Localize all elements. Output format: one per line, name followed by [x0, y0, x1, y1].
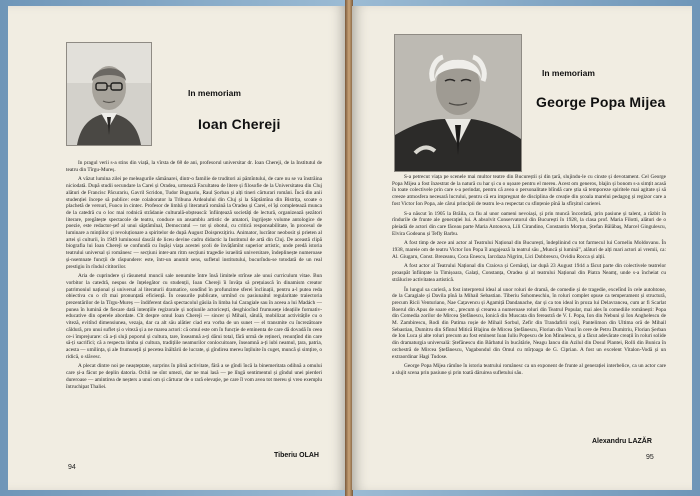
- paragraph: S-a născut în 1905 la Brăila, ca fiu al unor oameni nevoiași, și prin muncă încordată, prin pasiune și talent, a răzbit în rîndurile de frunte ale generației lui. A absolvit Conservatorul din București în 1928, la clasa prof. Maria Filotti, alături de o pleiadă de actori din care făceau parte Maria Antonova, Lili Cirandino, Constantin Morțun, Ștefan Bălăbaș, Marcel Gingulescu, Elvira Godeanu și Tefly Barbu.: [392, 210, 666, 237]
- paragraph: S-a petrecut viața pe scenele mai multor teatre din Bucureștii și din țară, slujindu-le cu cinste și devotament. Cel George Popa Mijea a fost înzestrat de la natură cu har și cu o ușoare pentru el mereu. Acest om generos, blajin și bonom s-a simțit acasă în toate colectivele prin care s-a perindat, pentru că avea o personalitate blîndă care știa să temporeze spiritele mai agitate și să creeze atmosfera necesară lucrului, pentru că era impregnat de disciplina de creație din școala marelui pedagog și regizor care a fost Victor Ion Popa, ale cărui principii de teatru le-a respectat cu sfințenie pînă la sfîrșitul carierei.: [392, 174, 666, 207]
- right-page: [352, 6, 692, 490]
- paragraph: A fost timp de zece ani actor al Teatrului Național din București, îndeplinind cu tot farmecul lui Corneliu Moldovanu. În 1938, mareie om de teatru Victor Ion Popa îl angajează la teatrul său „Muncă și lumină”, alături de alți mari actori ai vremii, ca: Al. Giugaru, Const. Brezeanu, Coca Enescu, Iarcdaza Nigrim, Lici Dobbrescu, Ovidiu Rocca și alții.: [392, 240, 666, 260]
- page-number: 95: [646, 454, 654, 461]
- portrait-photo-george-popa-mijea: [394, 34, 522, 172]
- article-body: [66, 160, 322, 440]
- portrait-photo-ioan-chereji: [66, 42, 152, 146]
- article-body: [392, 174, 666, 436]
- paragraph: George Popa Mijea rămîne în istoria teatrului românesc ca un exponent de frunte al generației interbelice, ca un actor care a slujit scena prin pasiune și prin toată dăruirea sufletului său.: [392, 363, 666, 376]
- person-name-title: Ioan Chereji: [198, 116, 281, 132]
- portrait-image: [67, 43, 151, 145]
- paragraph: În lungul sa carieră, a fost interpretul ideal al unor roluri de dramă, de comedie și de tragedie, excelînd în cele autohtone, de la Caragiale și Davila pînă la Mihail Sebastian. Tiberiu Sohomeschiu, în roluri complet opuse ca temperament și structură, precum Ricii Venturiano, Nae Cațavencu și Agamiță Dandanache, dar și ca ton ideal în proza lui Delavrancea, cum ar fi Scarlat Boerul din Apus de soare etc., precum și crearea a numeroase roluri din Teatrul Popular, mai ales în comediile românești: Popa din Comedia zorilor de Mircea Ștefănescu, Ionică din Muscata din fereastră de V. I. Popa, Ion din Nebuni și Ion Anghelescu de M. Zambirescu, Rodi din Patima roșie de Mihail Sorbul, Zefir din Trandafirii roșii, Pantelimon din Ultima oră de Mihail Sebastian, Dumitru din Sfîntul Mitică Blajinu de Mircea Ștefănescu, Florian din Vinul în cere de Petru Dumitriu, Florian Șerban de Ion Luca și alte roluri precum au fost eminent Ioan Iuliu Popescu de Ion Minulescu, și a făcut adevărate creații în roluri solide din dramaturgia universală: Ștefănescu din Bărbatul în bucătărie, Neagu Iancu din Azilul din Dosul Plantei, Rolli din Bunica în orchestră de Mircea Ștefănescu, Vagabondul din Omul cu mîrțoaga de G. Ciprian. A fost un excelent Vitalon-Vodă și un extraordinar Hagi Tudose.: [392, 286, 666, 360]
- paragraph: Aria de cuprindere și răsunetul muncii sale nenumite între însă limitele strînse ale unui curriculum vitae. Bun vorbitor la catedră, nespus de înțelegător cu studenții, Ioan Chereji îi învăța să prețuiască în dinamism creator patrimoniul național și universal al literaturii dramatice, sondînd în profunzime sferei înclinații, pentru a-l putea reda obiectiva cu o cît mai pronunțată eficiență. În ceasurile publicate, urmînd cu pasiunaitul regularitate traiectoria prezentărilor de la Tîrgu-Mureș — îndiferent dacă spectacolul găsiia în limba lui Caragiale sau în aceea a lui Madách — punea în lumină de fiecare dată intențiile regizorale și noțiunile actoricești, desghiocînd frumusețe ideațiile formativ-educative din operele abordate. Cît despre omul Ioan Chereji — sincer și Mihail, sătulă, mobilizat activitățile cu o viteză, evitînd dimensiunea, vezaja, dar ca alt său alătier ciad era vorba de un sunet — el transmite cu încrezătoare căldură, pro unui suflet și o viteză și a ne marea actori: că omul este om în funcție de eminenta de care dă dovadă în ceea ce-i împrejurare: că a-ți sluji poporul și cultura, tare, înseamnă a-ți dărui total, fără urmă de rețineri, renunțînd din care să-ți sacrifici; că a respecta limba și cultura, tradițiile neamurilor conlocuitoare, înseamnă a-ți iubi neamul, țara, patria, acesta — umilința, și ale frumuseții și pecetea înăltării de lucrate, și gîndirea mereu înțiluite în cuget, muncă și simțire, o ridică, o slăvesc.: [66, 273, 322, 360]
- portrait-image: [395, 35, 521, 171]
- author-signature: Tiberiu OLAH: [274, 452, 319, 459]
- in-memoriam-heading: In memoriam: [188, 88, 241, 98]
- left-page: [8, 6, 346, 490]
- in-memoriam-heading: In memoriam: [542, 68, 595, 78]
- paragraph: A plecat dintre noi pe neașteptate, surprins în plină activitate, fără a se gîndi încă la binemeritata odihnă a omului care și-a făcut pe deplin datoria. Ochii ne sînt umezi, dar ne mai lasă — pe lîngă sentimentul și gîndul unei pierderi dureroase — amintirea de neșters a unui om și cărturar de o rară elevație, pe care îl vom avea tot mereu și vreo exemplu întruchipat Thaliei.: [66, 363, 322, 390]
- author-signature: Alexandru LAZĂR: [592, 438, 652, 445]
- person-name-title: George Popa Mijea: [536, 94, 666, 110]
- paragraph: A fost actor al Teatrului Național din Craiova și Cernăuți, iar după 23 August 1944 a făcut parte din colectivele teatrelor proaspăt înființate la Timișoara, Galați, Constanța, Oradea și al teatrului Național din Piatra Neamț, unde s-a încheiat cu strălucire activitatea artistică.: [392, 263, 666, 283]
- paragraph: A văzut lumina zilei pe meleagurile sămănarei, dintr-o familie de truditori ai pămîntului, de care nu se va înstrăina niciodată. După studii secundare la Carei și Oradea, urmează Facultatea de litere și filosofie de la Universitatea din Cluj alături de Francisc Păcurariu, Gavril Scridon, Tudor Bugnariu, Raul Șorban și alți tineri cărturari români. Încă din anii studenției începe să publice: este colaborator la Tribuna Ardealului din Cluj și la Săptămîna din Bistrița, scoate o plachetă de versuri, Fuoco in cintec. Profesor de limbă și literatură română la Oradea și Carei, el își completează munca de la catedră cu o loc mai rodnică strădanie culturală-obștească: înființează societăți de lectură, organizează șezători literare, pregătește spectacole de teatru, conduce un ansamblu artistic de amatori, îngrijește volume antologice de poezie, este redactor-șef al unui săptămînal, Democratul — tot și obotul, cu critică responsabilitate, în procesul de luminare a mințiilor și revoluționare a spiritelor de după August Doisprezițiriu. Animator, lucrător neobosit și prieten al artei și culturii, în 1949 luminosul dascăl de liceu devine cadru didactic la Institutul de artă din Cluj. De această clipă biografia lui Ioan Chereji se confundă cu înșăși viața acestei școli de învățămînt superior artistic, unde predă istoria teatrului universal și românesc — secțiuni inter-am ritm secțiuni tragedie israelită universitare, îndeplinește numeroase și-nsemnate funcții de răspundere: este, într-un anumit sens, sufletul institutului, bucurîndu-se totodată de un real prestigiu în rîndul cititorilor.: [66, 176, 322, 270]
- page-number: 94: [68, 464, 76, 471]
- paragraph: In pragul verii s-a stins din viață, la vîrsta de 68 de ani, profesorul universitar dr. Ioan Chereji, de la Institutul de teatru din Tîrgu-Mureș.: [66, 160, 322, 173]
